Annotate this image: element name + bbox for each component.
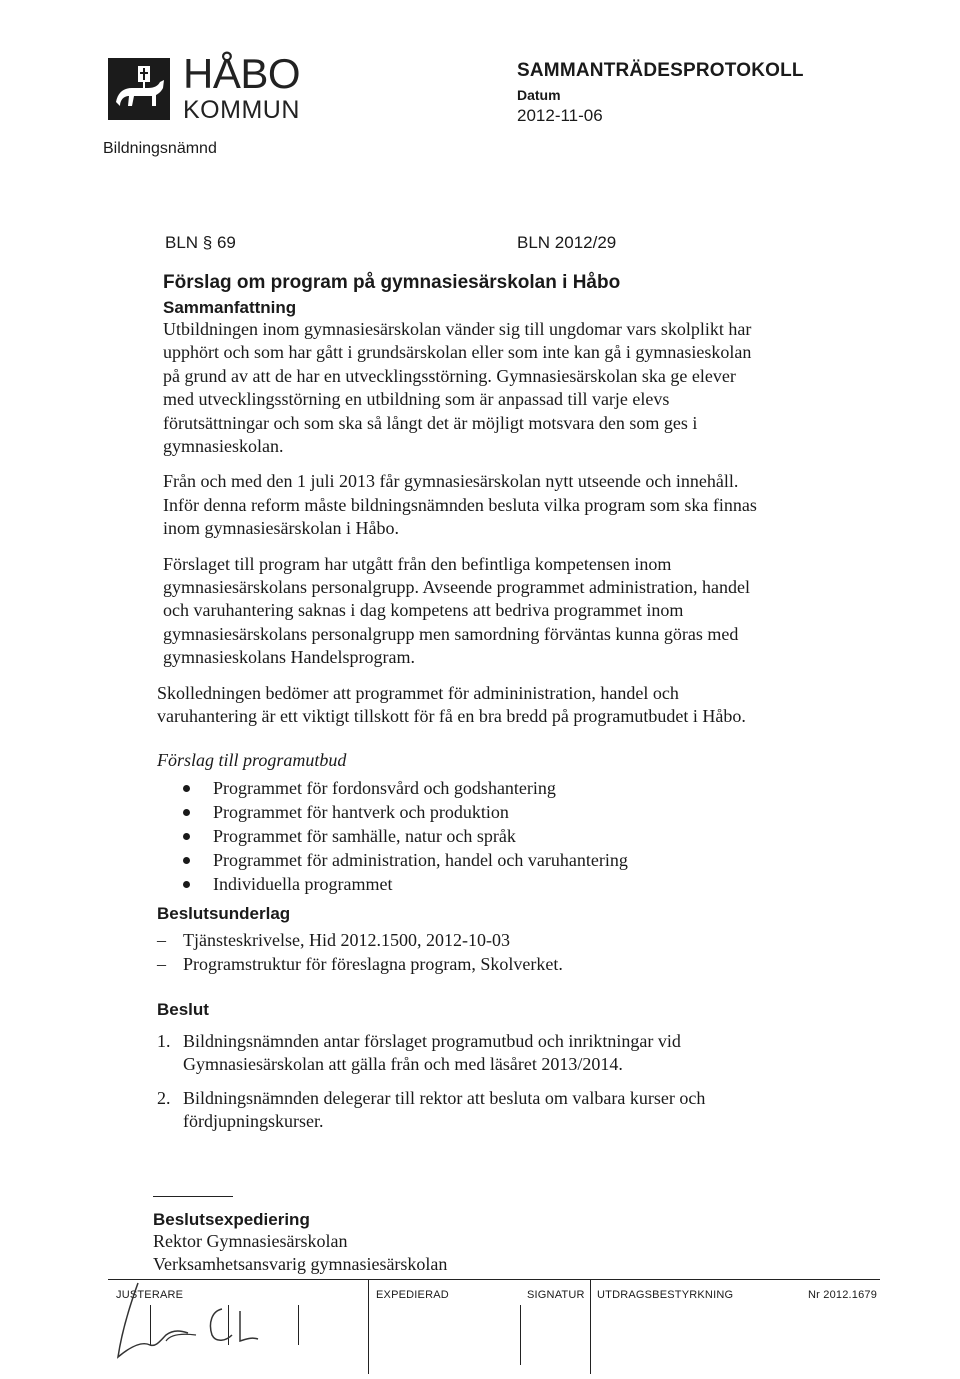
document-body [157, 272, 757, 1144]
proposal-heading: Förslag till programutbud [157, 749, 347, 770]
utdrag-label: UTDRAGSBESTYRKNING [597, 1289, 734, 1301]
list-item: – Programstruktur för föreslagna program, Skolverket. [157, 953, 563, 974]
dispatch-heading: Beslutsexpediering [153, 1210, 310, 1229]
justerare-label: JUSTERARE [116, 1289, 184, 1301]
basis-heading: Beslutsunderlag [157, 903, 291, 923]
document-type: SAMMANTRÄDESPROTOKOLL [517, 60, 804, 81]
basis-list [157, 928, 757, 976]
signature-field-line [520, 1305, 521, 1365]
proposal-basis-paragraph: Förslaget till program har utgått från den befintliga kompetensen inom gymnasiesärskolans personalgrupp. Avseende programmet administration, handel och varuhantering saknas i dag kompetens att bedriva programmet inom gymnasiesärskolans personalgrupp men samordning förväntas kunna göras med gymnasieskolans Handelsprogram. [163, 553, 751, 668]
footer-divider [590, 1279, 591, 1374]
bullet-icon [183, 881, 190, 888]
program-list [183, 776, 757, 896]
list-item: – Tjänsteskrivelse, Hid 2012.1500, 2012-10-03 [157, 929, 510, 950]
logo-subtitle: KOMMUN [183, 96, 300, 124]
list-item: Programmet för hantverk och produktion [183, 800, 757, 824]
kommun-crest-icon [108, 58, 170, 120]
summary-paragraph: Utbildningen inom gymnasiesärskolan vänder sig till ungdomar vars skolplikt har upphört och som har gått i grundsärskolan eller som inte kan gå i gymnasieskolan på grund av att de har en utvecklingsstörning. Gymnasiesärskolan ska ge elever med utvecklingsstörning en utbildning som är anpassad till varje elevs förutsättningar och som ska så långt det är möjligt motsvara den som ges i gymnasieskolan. [163, 319, 752, 457]
date-value: 2012-11-06 [517, 106, 603, 125]
reform-paragraph: Från och med den 1 juli 2013 får gymnasiesärskolan nytt utseende och innehåll. Inför denna reform måste bildningsnämnden besluta vilka program som ska finnas inom gymnasiesärskolan i Håbo. [163, 471, 757, 539]
logo-name: HÅBO [183, 50, 301, 97]
expedierad-label: EXPEDIERAD [376, 1289, 449, 1301]
bullet-icon [183, 785, 190, 792]
list-item: Programmet för fordonsvård och godshantering [183, 776, 757, 800]
document-title: Förslag om program på gymnasiesärskolan i Håbo [163, 272, 621, 293]
dispatch-recipient: Rektor Gymnasiesärskolan [153, 1231, 348, 1251]
case-reference: BLN 2012/29 [517, 233, 617, 252]
signatur-label: SIGNATUR [527, 1289, 585, 1301]
paragraph-reference: BLN § 69 [165, 233, 236, 252]
assessment-paragraph: Skolledningen bedömer att programmet för admininistration, handel och varuhantering är ett viktigt tillskott för få en bra bredd på programutbudet i Håbo. [157, 682, 746, 727]
date-label: Datum [517, 87, 561, 103]
list-item: 2. Bildningsnämnden delegerar till rektor att besluta om valbara kurser och fördjupningskurser. [157, 1087, 706, 1132]
decision-heading: Beslut [157, 999, 209, 1019]
divider [153, 1196, 233, 1197]
handwritten-signature [100, 1275, 300, 1379]
footer-divider [368, 1279, 369, 1374]
protocol-number: Nr 2012.1679 [808, 1289, 878, 1301]
bullet-icon [183, 809, 190, 816]
list-item: Programmet för samhälle, natur och språk [183, 824, 757, 848]
decision-list [157, 1030, 757, 1134]
list-item: 1. Bildningsnämnden antar förslaget programutbud och inriktningar vid Gymnasiesärskolan att gälla från och med läsåret 2013/2014. [157, 1030, 681, 1075]
summary-heading: Sammanfattning [163, 298, 297, 317]
dispatch-recipient: Verksamhetsansvarig gymnasiesärskolan [153, 1254, 448, 1275]
dispatch-block [153, 1210, 447, 1277]
bullet-icon [183, 857, 190, 864]
department: Bildningsnämnd [103, 140, 217, 157]
list-item: Individuella programmet [183, 872, 757, 896]
bullet-icon [183, 833, 190, 840]
list-item: Programmet för administration, handel och varuhantering [183, 848, 757, 872]
